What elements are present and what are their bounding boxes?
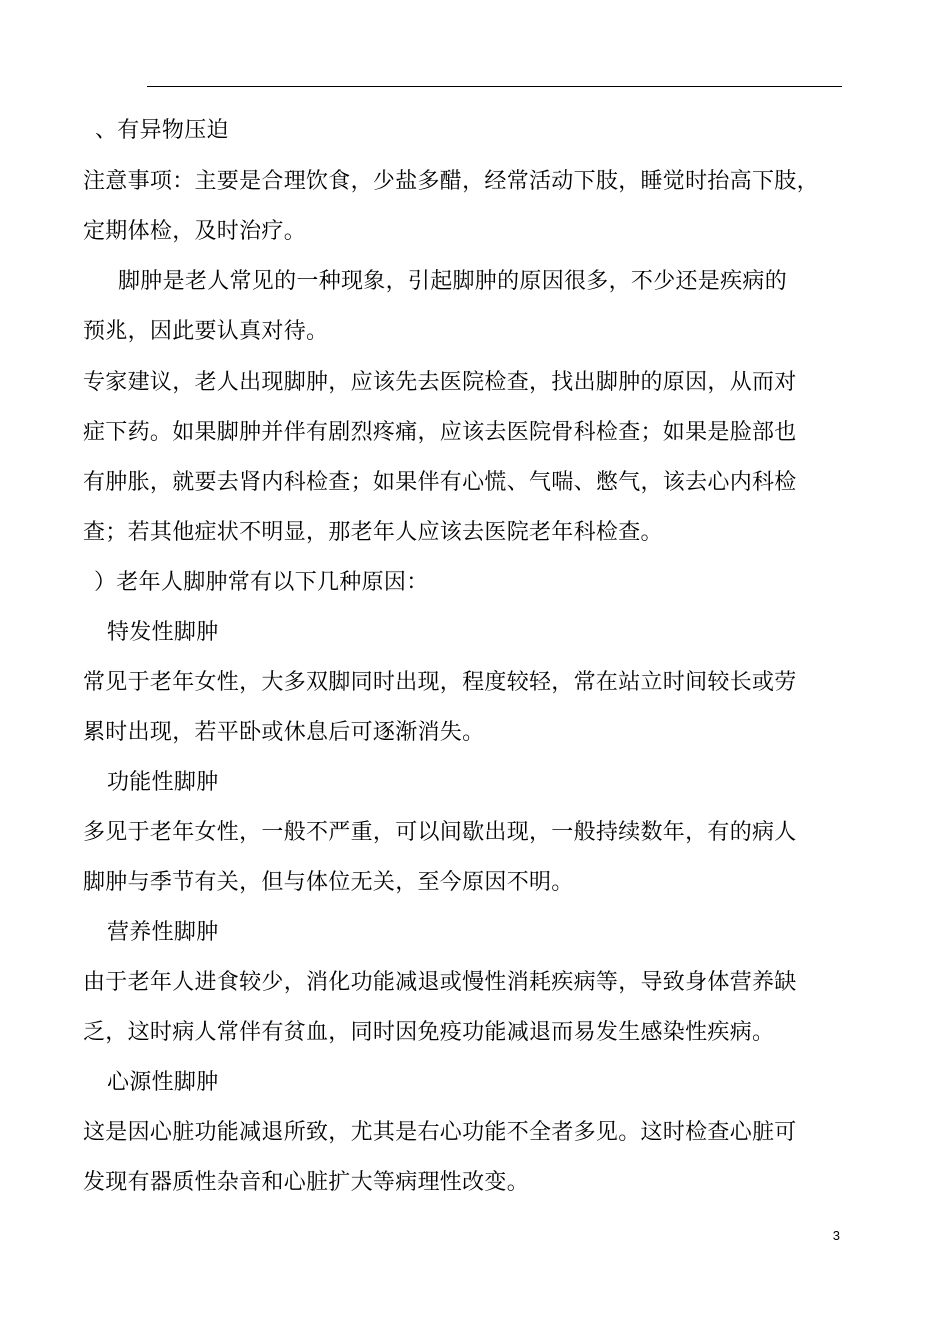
paragraph-precautions-line-1: 注意事项：主要是合理饮食，少盐多醋，经常活动下肢，睡觉时抬高下肢， [83, 169, 819, 194]
paragraph-idiopathic-line-1: 常见于老年女性，大多双脚同时出现，程度较轻，常在站立时间较长或劳 [83, 670, 797, 695]
paragraph-precautions-line-2: 定期体检，及时治疗。 [83, 219, 307, 244]
subheading-nutritional: 营养性脚肿 [107, 920, 219, 945]
paragraph-advice-line-2: 症下药。如果脚肿并伴有剧烈疼痛，应该去医院骨科检查；如果是脸部也 [83, 420, 797, 445]
subheading-cardiogenic: 心源性脚肿 [107, 1070, 219, 1095]
page-number: 3 [832, 1228, 840, 1243]
section-heading-causes: ）老年人脚肿常有以下几种原因： [94, 570, 429, 595]
paragraph-idiopathic-line-2: 累时出现，若平卧或休息后可逐渐消失。 [83, 720, 485, 745]
paragraph-advice-line-3: 有肿胀，就要去肾内科检查；如果伴有心慌、气喘、憋气，该去心内科检 [83, 470, 797, 495]
paragraph-advice-line-1: 专家建议，老人出现脚肿，应该先去医院检查，找出脚肿的原因，从而对 [83, 370, 797, 395]
subheading-idiopathic: 特发性脚肿 [107, 620, 219, 645]
paragraph-nutritional-line-1: 由于老年人进食较少，消化功能减退或慢性消耗疾病等，导致身体营养缺 [83, 970, 797, 995]
header-rule [147, 86, 842, 87]
paragraph-cardiogenic-line-2: 发现有器质性杂音和心脏扩大等病理性改变。 [83, 1170, 530, 1195]
paragraph-cardiogenic-line-1: 这是因心脏功能减退所致，尤其是右心功能不全者多见。这时检查心脏可 [83, 1120, 797, 1145]
paragraph-advice-line-4: 查；若其他症状不明显，那老年人应该去医院老年科检查。 [83, 520, 663, 545]
paragraph-nutritional-line-2: 乏，这时病人常伴有贫血，同时因免疫功能减退而易发生感染性疾病。 [83, 1020, 775, 1045]
paragraph-functional-line-1: 多见于老年女性，一般不严重，可以间歇出现，一般持续数年，有的病人 [83, 820, 797, 845]
list-item-foreign-body: 、有异物压迫 [95, 118, 229, 143]
paragraph-intro-line-1: 脚肿是老人常见的一种现象，引起脚肿的原因很多，不少还是疾病的 [118, 269, 788, 294]
paragraph-functional-line-2: 脚肿与季节有关，但与体位无关，至今原因不明。 [83, 870, 574, 895]
paragraph-intro-line-2: 预兆，因此要认真对待。 [83, 319, 329, 344]
subheading-functional: 功能性脚肿 [107, 770, 219, 795]
